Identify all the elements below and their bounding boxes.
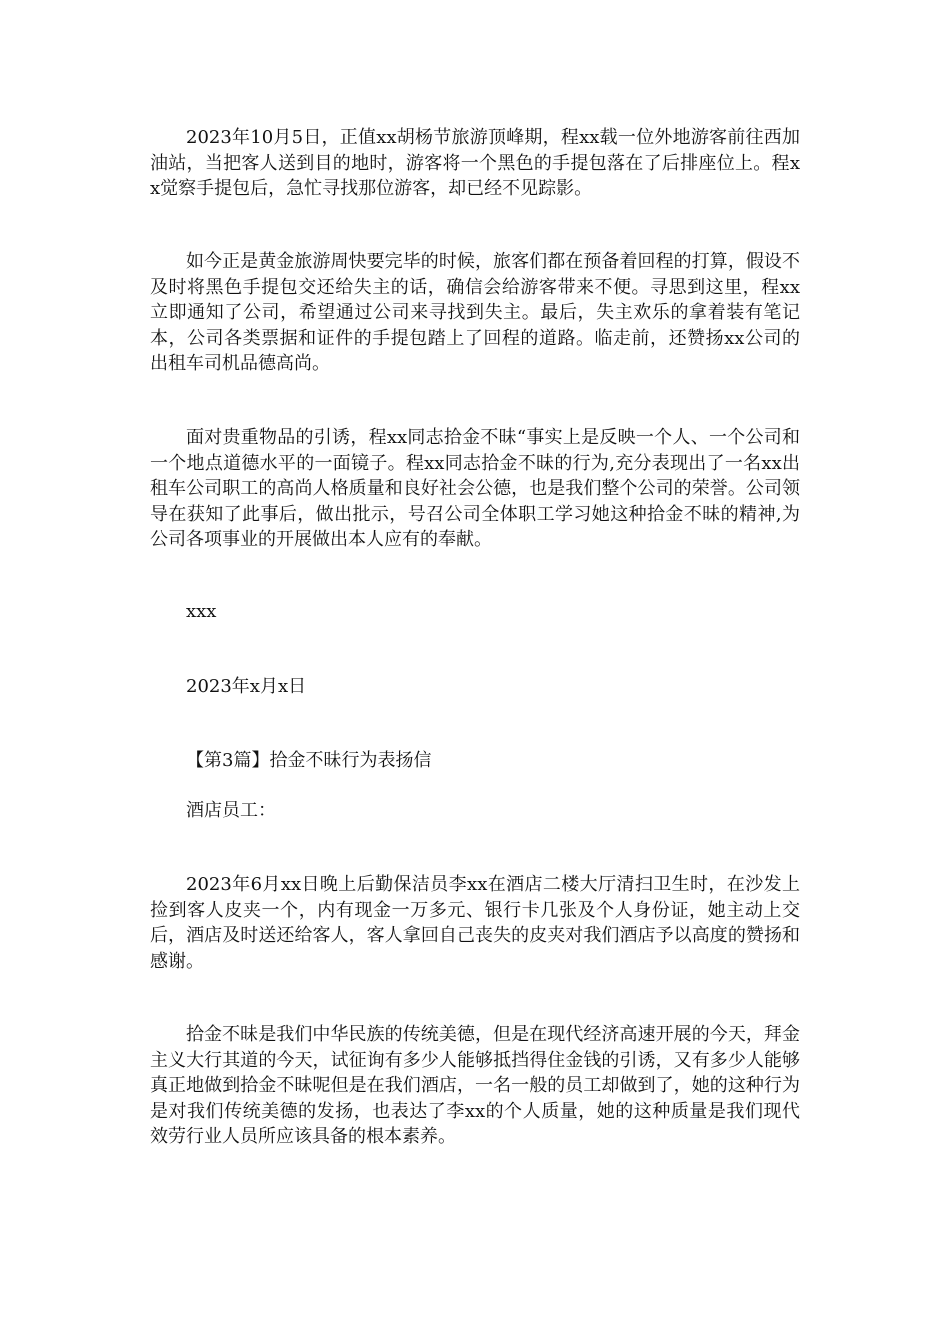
paragraph-1: 2023年10月5日，正值xx胡杨节旅游顶峰期，程xx载一位外地游客前往西加油站，当把客人送到目的地时，游客将一个黑色的手提包落在了后排座位上。程xx觉察手提包后，急忙寻找那位游客，却已经不见踪影。 (150, 127, 800, 199)
salutation: 酒店员工： (186, 800, 276, 821)
document-date: 2023年x月x日 (186, 676, 307, 697)
paragraph-3: 面对贵重物品的引诱，程xx同志拾金不昧“事实上是反映一个人、一个公司和一个地点道德水平的一面镜子。程xx同志拾金不昧的行为,充分表现出了一名xx出租车公司职工的高尚人格质量和良好社会公德，也是我们整个公司的荣誉。公司领导在获知了此事后，做出批示，号召公司全体职工学习她这种拾金不昧的精神,为公司各项事业的开展做出本人应有的奉献。 (150, 427, 800, 550)
paragraph-4: 2023年6月xx日晚上后勤保洁员李xx在酒店二楼大厅清扫卫生时，在沙发上捡到客人皮夹一个，内有现金一万多元、银行卡几张及个人身份证，她主动上交后，酒店及时送还给客人，客人拿回自己丧失的皮夹对我们酒店予以高度的赞扬和感谢。 (150, 874, 800, 972)
paragraph-2: 如今正是黄金旅游周快要完毕的时候，旅客们都在预备着回程的打算，假设不及时将黑色手提包交还给失主的话，确信会给游客带来不便。寻思到这里，程xx立即通知了公司，希望通过公司来寻找到失主。最后，失主欢乐的拿着装有笔记本，公司各类票据和证件的手提包踏上了回程的道路。临走前，还赞扬xx公司的出租车司机品德高尚。 (150, 251, 800, 374)
section-title: 【第3篇】拾金不昧行为表扬信 (186, 750, 432, 771)
signature: xxx (186, 601, 217, 622)
paragraph-5: 拾金不昧是我们中华民族的传统美德，但是在现代经济高速开展的今天，拜金主义大行其道的今天，试征询有多少人能够抵挡得住金钱的引诱，又有多少人能够真正地做到拾金不昧呢但是在我们酒店，一名一般的员工却做到了，她的这种行为是对我们传统美德的发扬，也表达了李xx的个人质量，她的这种质量是我们现代效劳行业人员所应该具备的根本素养。 (150, 1024, 800, 1147)
